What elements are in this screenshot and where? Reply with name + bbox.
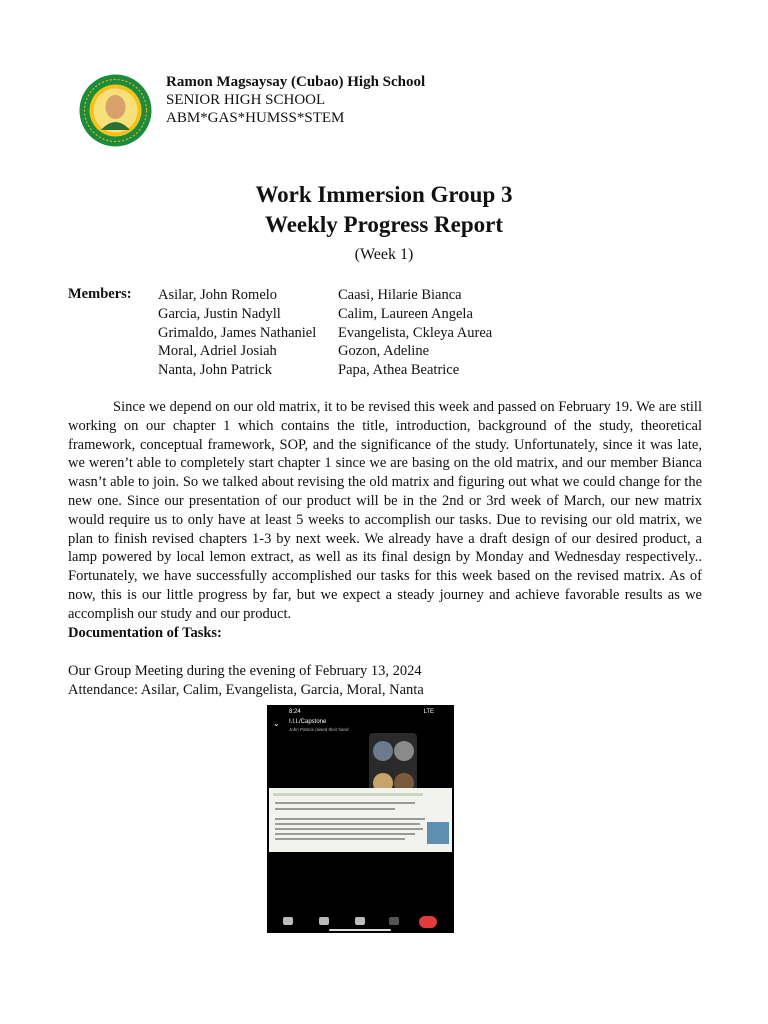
- attendance-line: Attendance: Asilar, Calim, Evangelista, Garcia, Moral, Nanta: [68, 681, 424, 698]
- home-indicator: [329, 929, 391, 931]
- call-subtitle: John Patrick raised their hand: [289, 727, 349, 732]
- participants-icon: [355, 917, 365, 925]
- member-name: Calim, Laureen Angela: [338, 305, 473, 322]
- report-week: (Week 1): [354, 246, 414, 263]
- members-column-2: [338, 286, 492, 380]
- school-header: [166, 73, 425, 127]
- progress-paragraph: [68, 398, 702, 624]
- school-name: Ramon Magsaysay (Cubao) High School: [166, 74, 426, 90]
- phone-signal: LTE: [423, 709, 434, 715]
- phone-status-bar: [267, 705, 454, 719]
- more-icon: [389, 917, 399, 925]
- camera-icon: [283, 917, 293, 925]
- shared-document-view: [269, 788, 452, 852]
- call-title: I.I.I./Capstone: [289, 719, 327, 725]
- member-name: Asilar, John Romelo: [158, 287, 278, 303]
- call-controls: [267, 907, 454, 933]
- member-name: Papa, Athea Beatrice: [338, 362, 460, 379]
- member-name: Grimaldo, James Nathaniel: [158, 324, 317, 341]
- school-division: SENIOR HIGH SCHOOL: [166, 92, 326, 108]
- chevron-down-icon: ⌄: [273, 719, 280, 728]
- member-name: Garcia, Justin Nadyll: [158, 305, 281, 322]
- phone-time: 8:24: [289, 709, 301, 715]
- end-call-icon: [419, 916, 437, 928]
- participant-avatar: [394, 741, 414, 761]
- documentation-heading: Documentation of Tasks:: [68, 625, 222, 641]
- member-name: Moral, Adriel Josiah: [158, 343, 277, 360]
- report-subtitle: Weekly Progress Report: [264, 212, 504, 237]
- shared-thumbnail: [427, 822, 449, 844]
- school-seal-logo: [79, 74, 152, 147]
- member-name: Caasi, Hilarie Bianca: [338, 287, 462, 303]
- mic-icon: [319, 917, 329, 925]
- participant-avatar: [373, 741, 393, 761]
- school-strands: ABM*GAS*HUMSS*STEM: [166, 110, 345, 126]
- meeting-line: Our Group Meeting during the evening of February 13, 2024: [68, 663, 422, 679]
- members-label: Members:: [68, 286, 132, 302]
- member-name: Evangelista, Ckleya Aurea: [338, 324, 493, 341]
- report-title-block: [0, 180, 768, 268]
- member-name: Nanta, John Patrick: [158, 362, 272, 379]
- meeting-details: [68, 662, 424, 700]
- progress-paragraph-text: Since we depend on our old matrix, it to be revised this week and passed on February 19. We are still working on our chapter 1 which contains the title, introduction, background of the study, theoretical framework, conceptual framework, SOP, and the significance of the study. Unfortunately, since it was late, we weren’t able to completely start chapter 1 since we are basing on the old matrix, and our member Bianca wasn’t able to join. So we talked about revising the old matrix and figuring out what we could change for the new one. Since our presentation of our product will be in the 2nd or 3rd week of March, our new matrix would require us to only have at least 5 weeks to accomplish our tasks. Due to revising our old matrix, we plan to finish revised chapters 1-3 by next week. We already have a draft design of our desired product, a lamp powered by local lemon extract, as well as its final design by Monday and Wednesday respectively.. Fortunately, we have successfully accomplished our tasks for this week based on the revised matrix. As of now, this is our little progress by far, but we expect a steady journey and achieve favorable results as we accomplish our study and our product.: [68, 399, 702, 622]
- members-column-1: [158, 286, 316, 380]
- report-title: Work Immersion Group 3: [255, 182, 513, 207]
- meeting-screenshot: [267, 705, 454, 933]
- member-name: Gozon, Adeline: [338, 343, 430, 360]
